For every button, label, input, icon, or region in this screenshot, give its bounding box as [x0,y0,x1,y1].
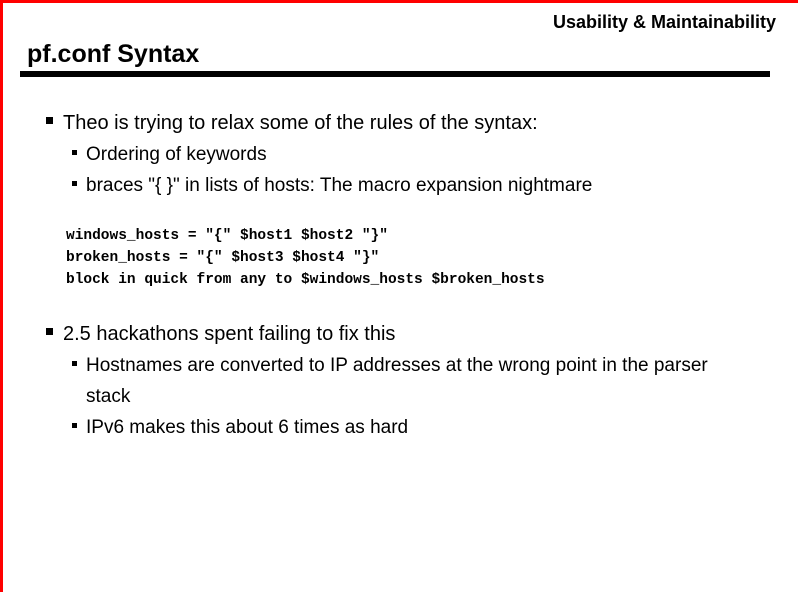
second-bullet-group [46,319,756,443]
title-underline [20,71,770,77]
slide-content [46,108,756,443]
square-bullet-icon [72,181,77,186]
square-bullet-icon [72,423,77,428]
slide-header: Usability & Maintainability [552,12,776,32]
square-bullet-icon [72,150,77,155]
square-bullet-icon [46,328,53,335]
square-bullet-icon [72,361,77,366]
code-line: windows_hosts = "{" $host1 $host2 "}" [66,228,388,244]
bullet-text: 2.5 hackathons spent failing to fix this [63,323,396,345]
bullet-text: Theo is trying to relax some of the rules of the syntax: [63,112,538,134]
code-block [66,225,756,291]
bullet-item [46,319,756,350]
square-bullet-icon [46,117,53,124]
red-border-top [0,0,798,3]
page-title: pf.conf Syntax [27,40,200,68]
red-border-left [0,0,3,592]
bullet-item [46,108,756,139]
sub-bullet-item [72,412,756,443]
code-line: broken_hosts = "{" $host3 $host4 "}" [66,250,380,266]
sub-bullet-text: braces "{ }" in lists of hosts: The macro expansion nightmare [86,175,593,196]
sub-bullet-text: Hostnames are converted to IP addresses at the wrong point in the parser stack [86,355,708,407]
code-line: block in quick from any to $windows_hosts $broken_hosts [66,272,545,288]
sub-bullet-text: IPv6 makes this about 6 times as hard [86,417,409,438]
sub-bullet-text: Ordering of keywords [86,144,267,165]
sub-bullet-item [72,350,756,412]
sub-bullet-item [72,139,756,170]
sub-bullet-item [72,170,756,201]
